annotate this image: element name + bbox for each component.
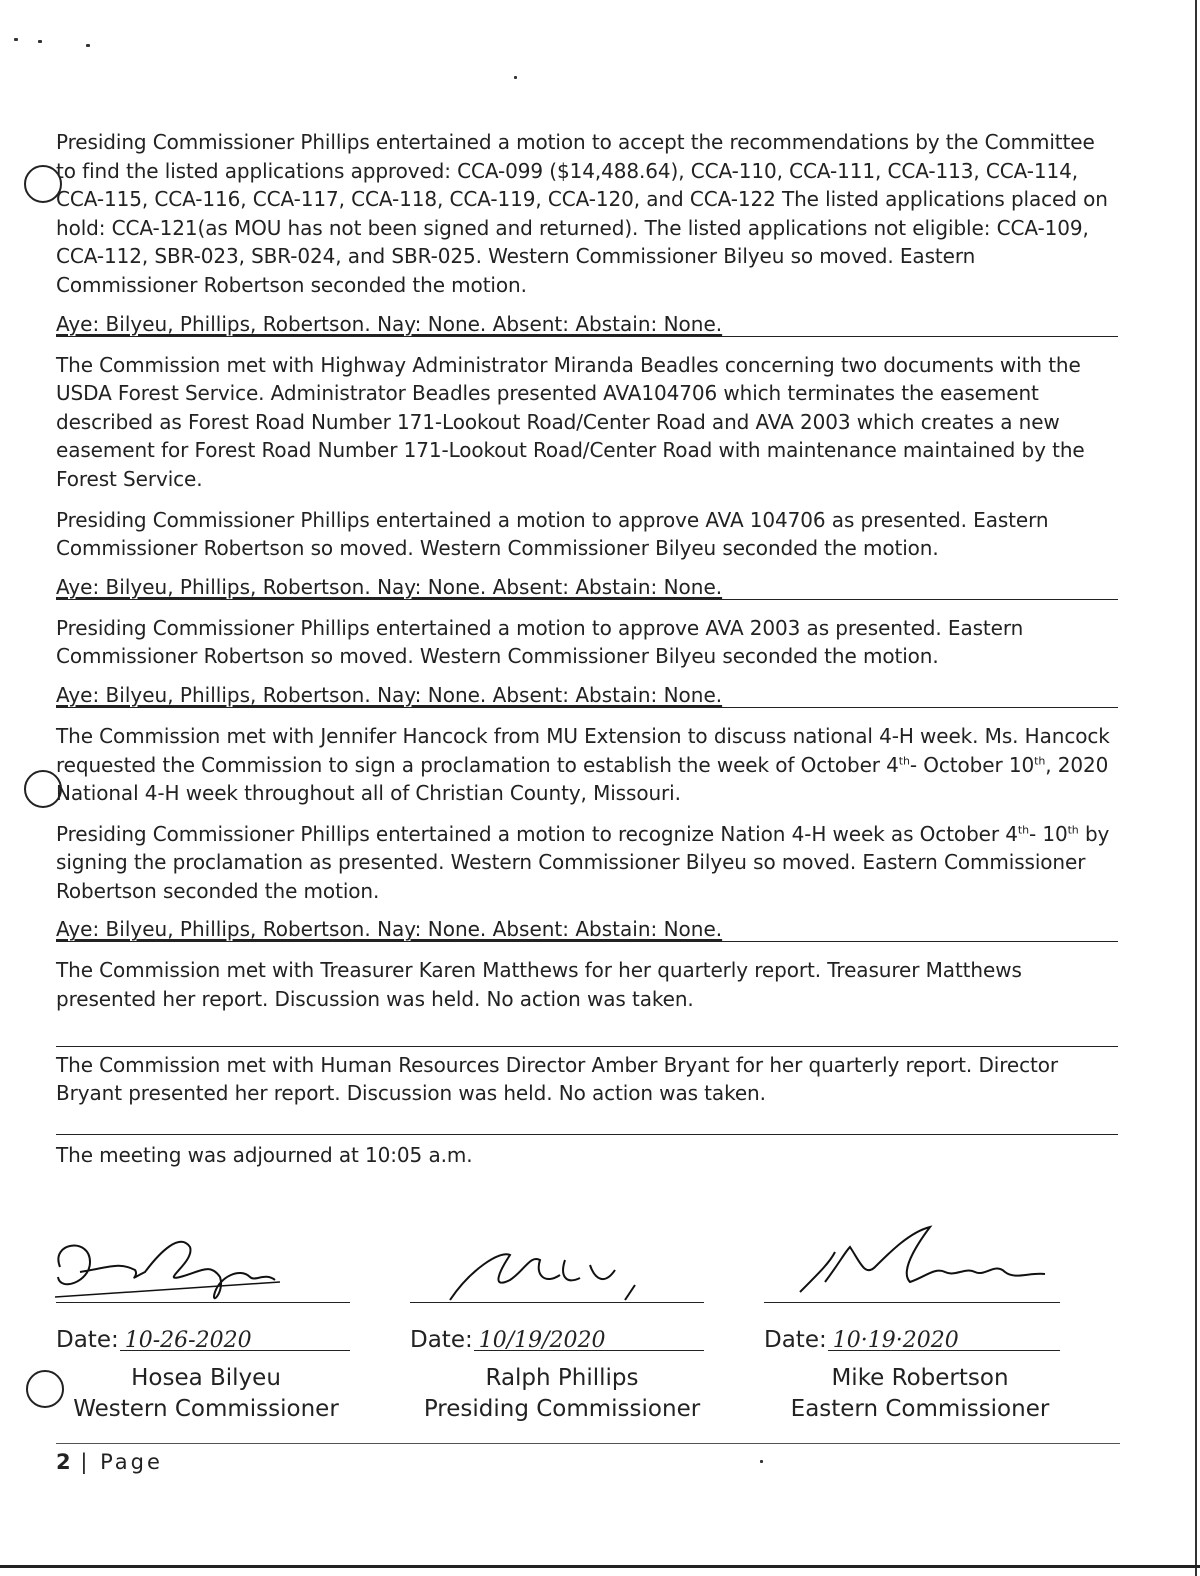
date-label: Date: bbox=[410, 1327, 473, 1353]
paragraph-text: by signing the proclamation as presented. Western Commissioner Bilyeu so moved. Eastern Commissioner Robertson seconded the motion. bbox=[56, 821, 1110, 903]
date-row-phillips bbox=[410, 1325, 606, 1356]
page-number: 2 bbox=[56, 1450, 71, 1474]
scan-speck bbox=[514, 76, 517, 79]
date-row-robertson bbox=[764, 1325, 959, 1356]
adjournment-text: The meeting was adjourned at 10:05 a.m. bbox=[56, 1142, 473, 1167]
motion-paragraph: Presiding Commissioner Phillips entertained a motion to approve AVA 2003 as presented. Eastern Commissioner Robertson so moved. Western Commissioner Bilyeu seconded the motion. bbox=[56, 615, 1024, 669]
vote-text: Aye: Bilyeu, Phillips, Robertson. Nay: None. Absent: Abstain: None. bbox=[56, 917, 723, 942]
motion-paragraph bbox=[56, 820, 1118, 906]
discussion-paragraph bbox=[56, 722, 1118, 808]
vote-text: Aye: Bilyeu, Phillips, Robertson. Nay: None. Absent: Abstain: None. bbox=[56, 311, 723, 336]
date-row-bilyeu bbox=[56, 1325, 252, 1356]
signature-robertson bbox=[790, 1222, 1050, 1307]
signatory-phillips bbox=[412, 1363, 712, 1425]
vote-line bbox=[56, 917, 1118, 942]
discussion-paragraph: The Commission met with Treasurer Karen Matthews for her quarterly report. Treasurer Matthews presented her report. Discussion was held. No action was taken. bbox=[56, 958, 1022, 1012]
date-line bbox=[828, 1350, 1060, 1351]
discussion-paragraph: The Commission met with Highway Administrator Miranda Beadles concerning two documents with the USDA Forest Service. Administrator Beadles presented AVA104706 which terminates the easement described as Forest Road Number 171-Lookout Road/Center Road and AVA 2003 which creates a new easement for Forest Road Number 171-Lookout Road/Center Road with maintenance maintained by the Forest Service. bbox=[56, 352, 1085, 491]
motion-paragraph: Presiding Commissioner Phillips entertained a motion to approve AVA 104706 as presented. Eastern Commissioner Robertson so moved. Western Commissioner Bilyeu seconded the motion. bbox=[56, 507, 1049, 561]
scan-speck bbox=[38, 40, 42, 43]
signature-line bbox=[56, 1302, 350, 1303]
signatory-name: Ralph Phillips bbox=[485, 1365, 639, 1391]
signature-line bbox=[764, 1302, 1060, 1303]
ordinal-suffix: th bbox=[1017, 823, 1029, 837]
vote-text: Aye: Bilyeu, Phillips, Robertson. Nay: None. Absent: Abstain: None. bbox=[56, 682, 723, 707]
page-label: Page bbox=[100, 1450, 163, 1474]
footer-separator: | bbox=[80, 1450, 91, 1474]
signatory-name: Hosea Bilyeu bbox=[131, 1365, 281, 1391]
signature-phillips bbox=[440, 1230, 680, 1310]
scan-speck bbox=[86, 44, 90, 47]
scan-speck bbox=[14, 38, 18, 41]
signatory-title: Western Commissioner bbox=[73, 1396, 339, 1422]
signatory-title: Presiding Commissioner bbox=[423, 1396, 701, 1422]
paragraph-text: , 2020 National 4-H week throughout all of Christian County, Missouri. bbox=[56, 752, 1109, 806]
signatory-bilyeu bbox=[56, 1363, 356, 1425]
vote-text: Aye: Bilyeu, Phillips, Robertson. Nay: None. Absent: Abstain: None. bbox=[56, 574, 723, 599]
date-label: Date: bbox=[764, 1327, 827, 1353]
scan-speck bbox=[760, 1460, 763, 1463]
ordinal-suffix: th bbox=[1034, 753, 1046, 767]
footer-divider bbox=[56, 1443, 1120, 1444]
vote-line bbox=[56, 575, 1118, 600]
date-label: Date: bbox=[56, 1327, 119, 1353]
handwritten-date: 10·19·2020 bbox=[832, 1328, 959, 1353]
handwritten-date: 10/19/2020 bbox=[478, 1328, 606, 1353]
page-footer bbox=[56, 1450, 163, 1474]
ordinal-suffix: th bbox=[1067, 823, 1079, 837]
vote-line bbox=[56, 683, 1118, 708]
vote-line bbox=[56, 312, 1118, 337]
signature-line bbox=[410, 1302, 704, 1303]
signatory-robertson bbox=[770, 1363, 1070, 1425]
paragraph-text: The Commission met with Jennifer Hancock from MU Extension to discuss national 4-H week. Ms. Hancock requested the Commission to sign a proclamation to establish the week of October 4 bbox=[56, 723, 1110, 777]
motion-paragraph: Presiding Commissioner Phillips entertained a motion to accept the recommendations by the Committee to find the listed applications approved: CCA-099 ($14,488.64), CCA-110, CCA-111, CCA-113, CCA-114, CCA-115, CCA-116, CCA-117, CCA-118, CCA-119, CCA-120, and CCA-122 The listed applications placed on hold: CCA-121(as MOU has not been signed and returned). The listed applications not eligible: CCA-109, CCA-112, SBR-023, SBR-024, and SBR-025. Western Commissioner Bilyeu so moved. Eastern Commissioner Robertson seconded the motion. bbox=[56, 130, 1108, 297]
minutes-body bbox=[56, 128, 1118, 1169]
paragraph-text: - 10 bbox=[1028, 821, 1068, 846]
date-line bbox=[474, 1350, 704, 1351]
paragraph-text: Presiding Commissioner Phillips entertained a motion to recognize Nation 4-H week as October 4 bbox=[56, 821, 1018, 846]
page-border-right bbox=[1195, 0, 1197, 1576]
signatory-title: Eastern Commissioner bbox=[790, 1396, 1050, 1422]
discussion-paragraph: The Commission met with Human Resources Director Amber Bryant for her quarterly report. Director Bryant presented her report. Discussion was held. No action was taken. bbox=[56, 1052, 1058, 1106]
handwritten-date: 10-26-2020 bbox=[124, 1328, 252, 1353]
section-divider bbox=[56, 1134, 1118, 1135]
date-line bbox=[120, 1350, 350, 1351]
paragraph-text: - October 10 bbox=[909, 752, 1035, 777]
section-divider bbox=[56, 1046, 1118, 1047]
signatory-name: Mike Robertson bbox=[831, 1365, 1009, 1391]
page-border-bottom bbox=[0, 1565, 1200, 1568]
ordinal-suffix: th bbox=[898, 753, 910, 767]
signature-bilyeu bbox=[50, 1222, 290, 1312]
